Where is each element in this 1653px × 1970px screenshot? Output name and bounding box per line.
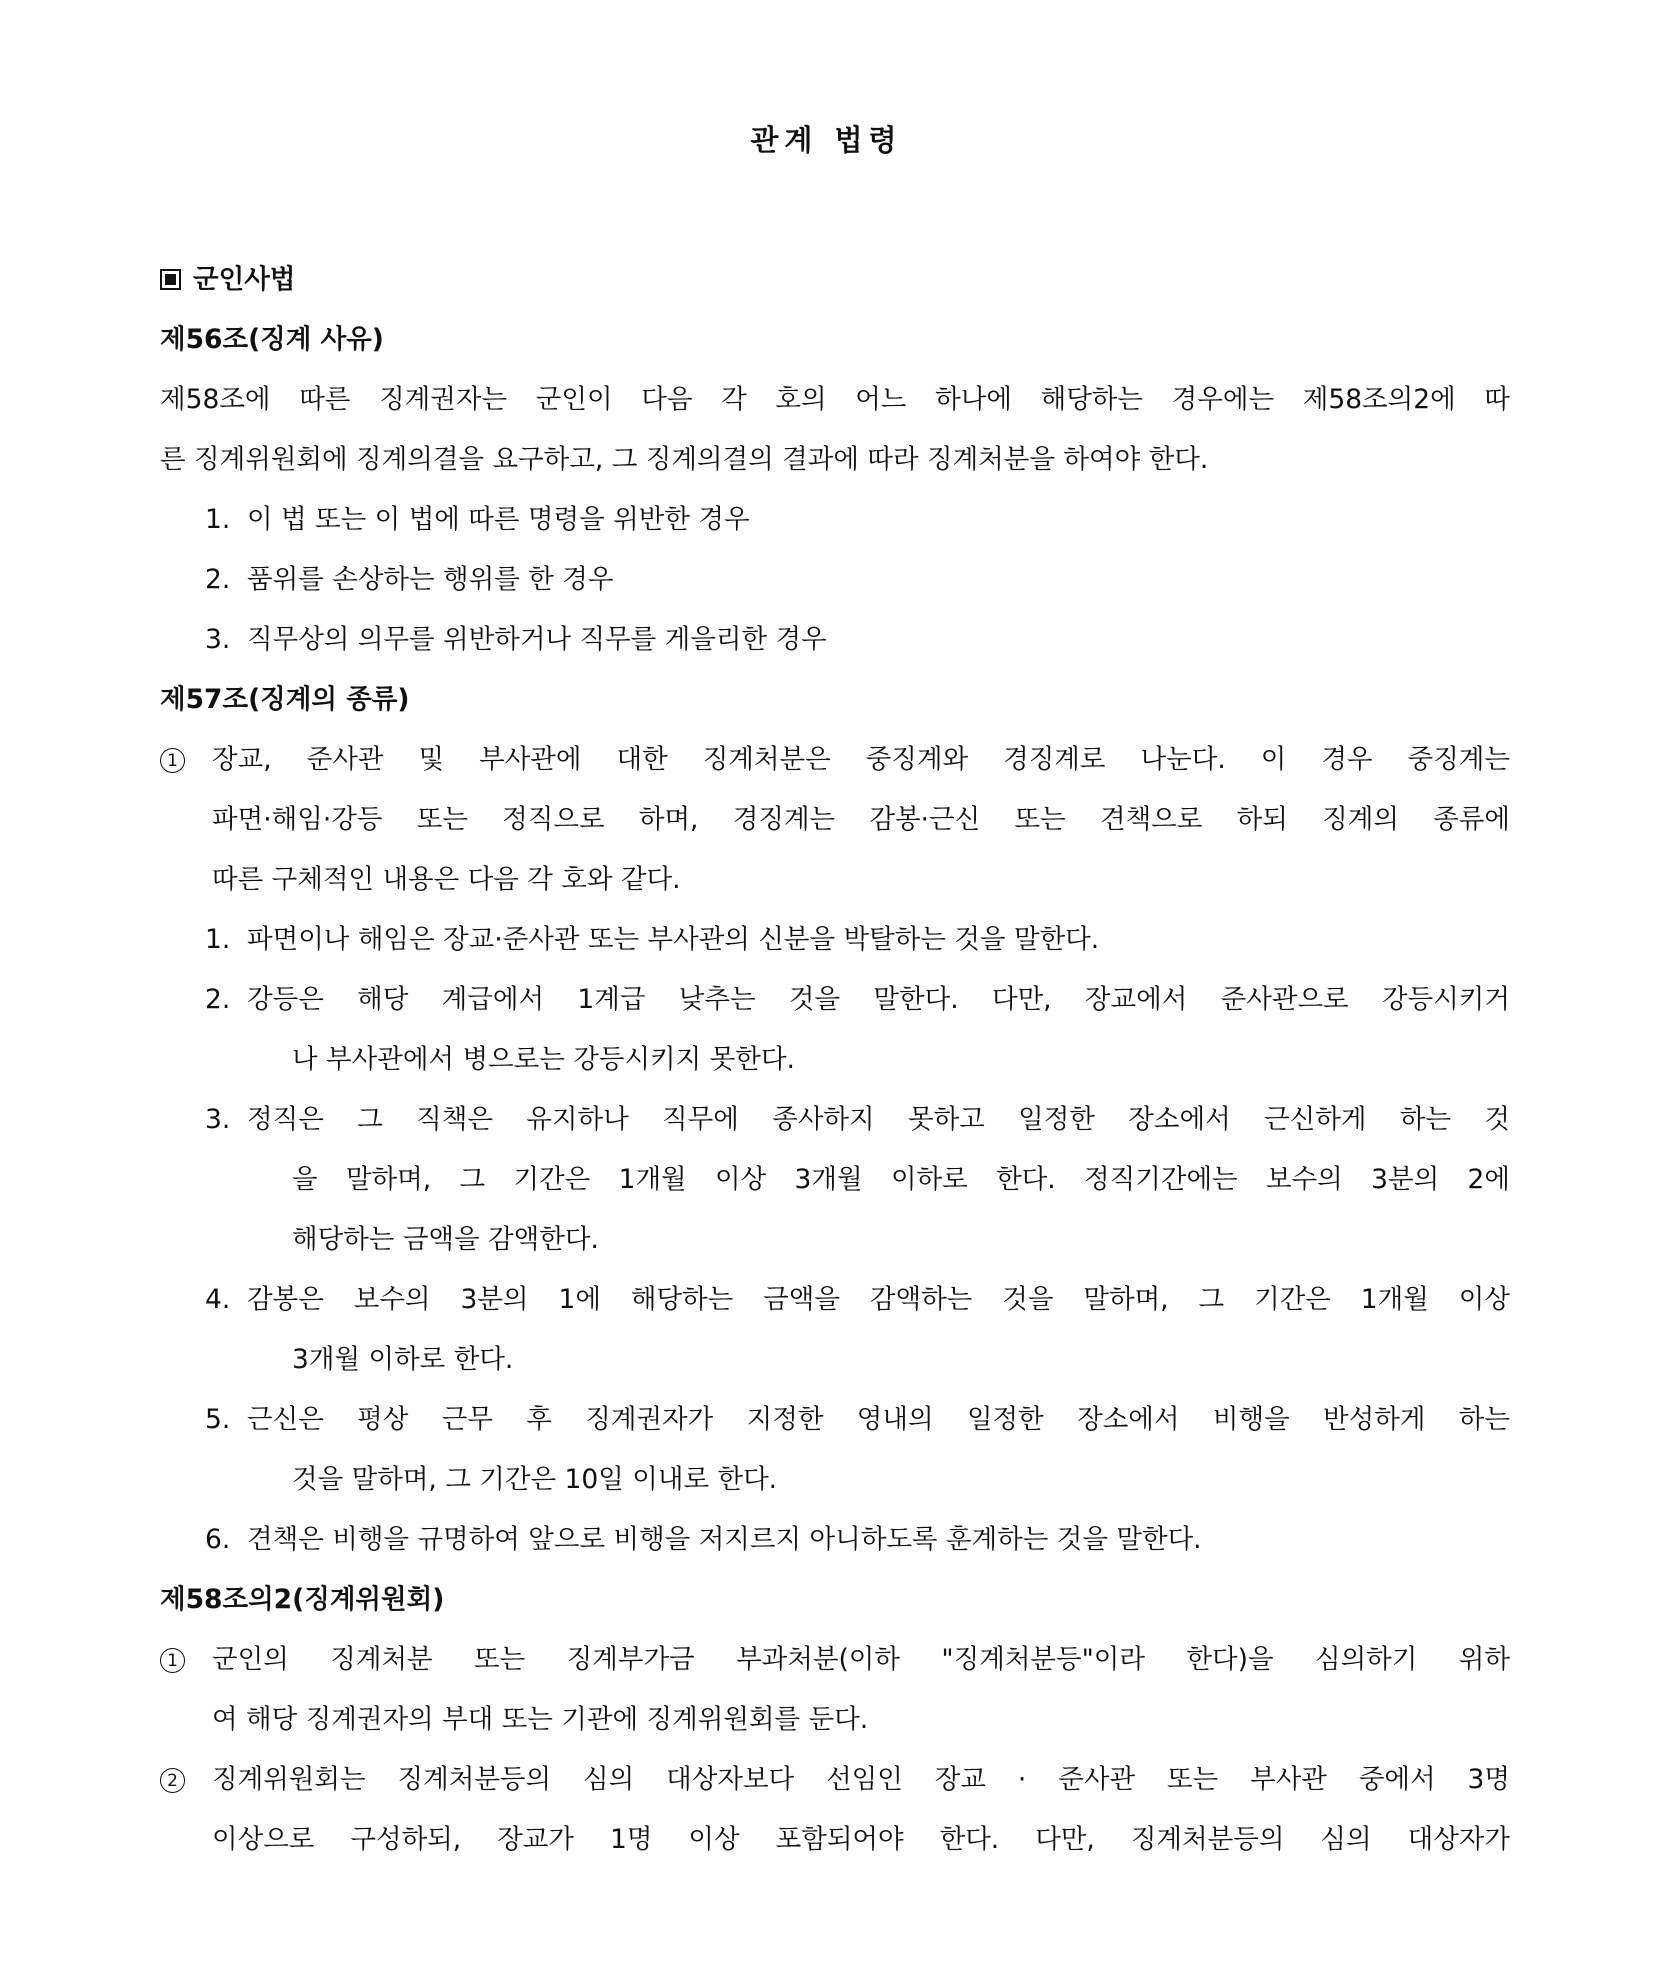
item-text: 을 말하며, 그 기간은 1개월 이상 3개월 이하로 한다. 정직기간에는 보수의 3분의 2에 bbox=[292, 1164, 1510, 1195]
item-text: 정직은 그 직책은 유지하나 직무에 종사하지 못하고 일정한 장소에서 근신하게 하는 것 bbox=[247, 1104, 1510, 1135]
item-number: 6. bbox=[205, 1524, 231, 1555]
paragraph-text: 장교, 준사관 및 부사관에 대한 징계처분은 중징계와 경징계로 나눈다. 이 경우 중징계는 bbox=[212, 744, 1510, 775]
item-number: 4. bbox=[205, 1284, 231, 1315]
article-57-item-2 bbox=[160, 970, 1510, 1090]
article-57-item-5 bbox=[160, 1390, 1510, 1510]
page-title: 관계 법령 bbox=[750, 123, 903, 157]
item-text: 품위를 손상하는 행위를 한 경우 bbox=[247, 564, 614, 595]
article-56-body-line: 제58조에 따른 징계권자는 군인이 다음 각 호의 어느 하나에 해당하는 경우에는 제58조의2에 따 bbox=[160, 384, 1510, 415]
article-57-item-6 bbox=[160, 1510, 1510, 1570]
circled-number: 1 bbox=[160, 748, 185, 773]
paragraph-text: 군인의 징계처분 또는 징계부가금 부과처분(이하 "징계처분등"이라 한다)을 심의하기 위하 bbox=[212, 1644, 1510, 1675]
paragraph-marker bbox=[160, 730, 185, 790]
item-text: 것을 말하며, 그 기간은 10일 이내로 한다. bbox=[292, 1464, 778, 1495]
paragraph-text: 파면·해임·강등 또는 정직으로 하며, 경징계는 감봉·근신 또는 견책으로 하되 징계의 종류에 bbox=[212, 804, 1510, 835]
article-56-body-line: 른 징계위원회에 징계의결을 요구하고, 그 징계의결의 결과에 따라 징계처분을 하여야 한다. bbox=[160, 444, 1209, 475]
item-number: 1. bbox=[205, 924, 231, 955]
item-text: 이 법 또는 이 법에 따른 명령을 위반한 경우 bbox=[247, 504, 750, 535]
paragraph-marker bbox=[160, 1630, 185, 1690]
item-text: 해당하는 금액을 감액한다. bbox=[292, 1224, 599, 1255]
paragraph-text: 따른 구체적인 내용은 다음 각 호와 같다. bbox=[212, 864, 681, 895]
item-text: 3개월 이하로 한다. bbox=[292, 1344, 514, 1375]
item-text: 직무상의 의무를 위반하거나 직무를 게을리한 경우 bbox=[247, 624, 827, 655]
paragraph-marker bbox=[160, 1750, 185, 1810]
item-text: 파면이나 해임은 장교·준사관 또는 부사관의 신분을 박탈하는 것을 말한다. bbox=[247, 924, 1100, 955]
filled-square-icon bbox=[160, 269, 181, 290]
paragraph-text: 여 해당 징계권자의 부대 또는 기관에 징계위원회를 둔다. bbox=[212, 1704, 869, 1735]
article-57-item-3 bbox=[160, 1090, 1510, 1270]
item-number: 2. bbox=[205, 984, 231, 1015]
law-name-text: 군인사법 bbox=[193, 264, 296, 295]
article-56-item-2 bbox=[160, 550, 1510, 610]
article-57-paragraph-1 bbox=[160, 730, 1510, 910]
item-number: 3. bbox=[205, 1104, 231, 1135]
circled-number: 1 bbox=[160, 1648, 185, 1673]
paragraph-text: 이상으로 구성하되, 장교가 1명 이상 포함되어야 한다. 다만, 징계처분등의 심의 대상자가 bbox=[212, 1824, 1510, 1855]
item-number: 5. bbox=[205, 1404, 231, 1435]
article-56-item-3 bbox=[160, 610, 1510, 670]
circled-number: 2 bbox=[160, 1768, 185, 1793]
article-57-item-1 bbox=[160, 910, 1510, 970]
article-58-2-paragraph-2 bbox=[160, 1750, 1510, 1870]
article-57-item-4 bbox=[160, 1270, 1510, 1390]
item-number: 2. bbox=[205, 564, 231, 595]
item-text: 강등은 해당 계급에서 1계급 낮추는 것을 말한다. 다만, 장교에서 준사관으로 강등시키거 bbox=[247, 984, 1510, 1015]
document-body bbox=[160, 250, 1510, 1870]
article-56-title: 제56조(징계 사유) bbox=[160, 324, 384, 355]
article-58-2-title: 제58조의2(징계위원회) bbox=[160, 1584, 445, 1615]
item-number: 1. bbox=[205, 504, 231, 535]
paragraph-text: 징계위원회는 징계처분등의 심의 대상자보다 선임인 장교 · 준사관 또는 부사관 중에서 3명 bbox=[212, 1764, 1510, 1795]
law-name-heading bbox=[160, 250, 1510, 310]
item-text: 근신은 평상 근무 후 징계권자가 지정한 영내의 일정한 장소에서 비행을 반성하게 하는 bbox=[247, 1404, 1510, 1435]
item-text: 나 부사관에서 병으로는 강등시키지 못한다. bbox=[292, 1044, 795, 1075]
article-56-item-1 bbox=[160, 490, 1510, 550]
item-number: 3. bbox=[205, 624, 231, 655]
item-text: 견책은 비행을 규명하여 앞으로 비행을 저지르지 아니하도록 훈계하는 것을 말한다. bbox=[247, 1524, 1202, 1555]
article-58-2-paragraph-1 bbox=[160, 1630, 1510, 1750]
item-text: 감봉은 보수의 3분의 1에 해당하는 금액을 감액하는 것을 말하며, 그 기간은 1개월 이상 bbox=[247, 1284, 1510, 1315]
article-57-title: 제57조(징계의 종류) bbox=[160, 684, 410, 715]
